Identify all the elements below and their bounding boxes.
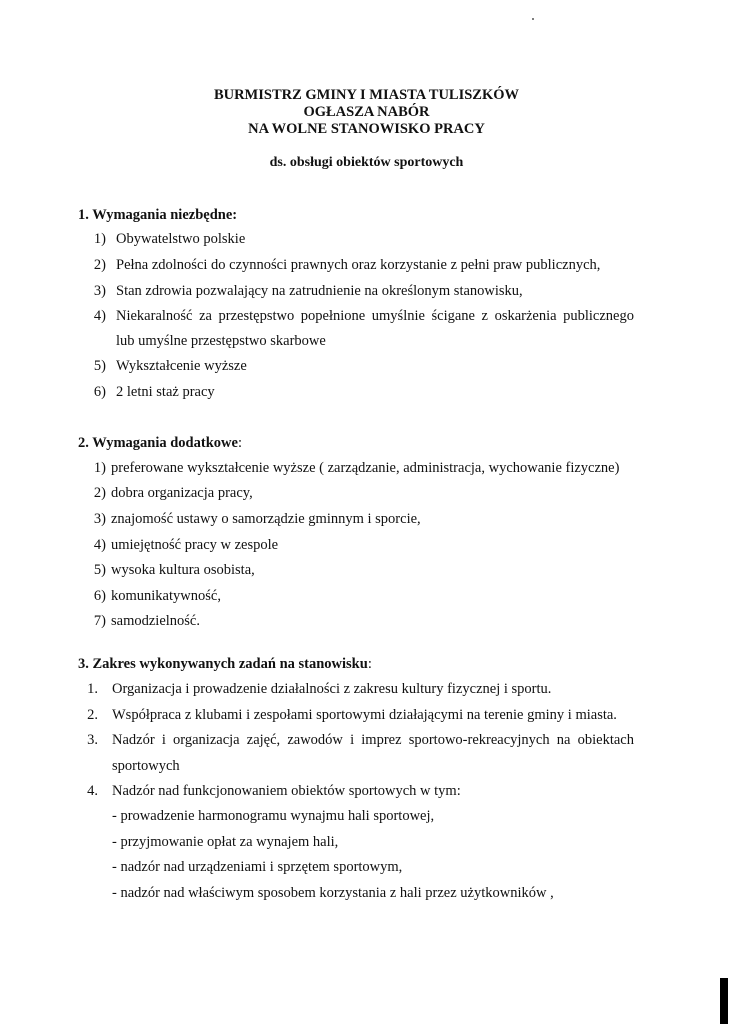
- sub-item: - przyjmowanie opłat za wynajem hali,: [112, 834, 339, 850]
- sub-item: - nadzór nad właściwym sposobem korzystania z hali przez użytkowników ,: [112, 885, 554, 901]
- header-subtitle: ds. obsługi obiektów sportowych: [269, 155, 464, 170]
- header-line-1: BURMISTRZ GMINY I MIASTA TULISZKÓW: [213, 87, 520, 103]
- header-line-3: NA WOLNE STANOWISKO PRACY: [248, 121, 485, 137]
- scan-speck: [532, 18, 534, 20]
- document-page: BURMISTRZ GMINY I MIASTA TULISZKÓW OGŁASZA NABÓR NA WOLNE STANOWISKO PRACY ds. obsługi obiektów sportowych 1. Wymagania niezbędne: 1) Obywatelstwo polskie 2) Pełna zdolności do czynności prawnych oraz korzystanie z pełni praw publicznych, 3) Stan zdrowia pozwalający na zatrudnienie na określonym stanowisku, 4) Niekaralność za przestępstwo popełnione umyślnie ścigane z oskarżenia publicznego lub umyślne przestępstwo skarbowe 5) Wykształcenie wyższe 6) 2 letni staż pracy 2. Wymagania dodatkowe: 1) preferowane wykształcenie wyższe ( zarządzanie, administracja, wychowanie fizyczne) 2) dobra organizacja pracy, 3) znajomość ustawy o samorządzie gminnym i sporcie, 4) umiejętność pracy w zespole 5) wysoka kultura osobista, 6) komunikatywność, 7) samodzielność. 3. Zakres wykonywanych zadań na stanowisku: 1. Organizacja i prowadzenie działalności z zakresu kultury fizycznej i sportu. 2. Współpraca z klubami i zespołami sportowymi działającymi na terenie gminy i miasta. 3. Nadzór i organizacja zajęć, zawodów i imprez sportowo-rekreacyjnych na obiektach sportowych 4. Nadzór nad funkcjonowaniem obiektów sportowych w tym: - prowadzenie harmonogramu wynajmu hali sportowej, - przyjmowanie opłat za wynajem hali, - nadzór nad urządzeniami i sprzętem sportowym, - nadzór nad właściwym sposobem korzystania z hali przez użytkowników ,: [0, 0, 733, 1024]
- header-line-2: OGŁASZA NABÓR: [303, 104, 430, 120]
- sub-item: - prowadzenie harmonogramu wynajmu hali sportowej,: [112, 808, 435, 824]
- section-3-title: 3. Zakres wykonywanych zadań na stanowisku:: [78, 656, 372, 672]
- sub-item: - nadzór nad urządzeniami i sprzętem sportowym,: [112, 859, 403, 875]
- section-1-title: 1. Wymagania niezbędne:: [78, 207, 238, 223]
- scan-edge-mark: [720, 978, 728, 1024]
- section-2-title: 2. Wymagania dodatkowe:: [78, 435, 242, 451]
